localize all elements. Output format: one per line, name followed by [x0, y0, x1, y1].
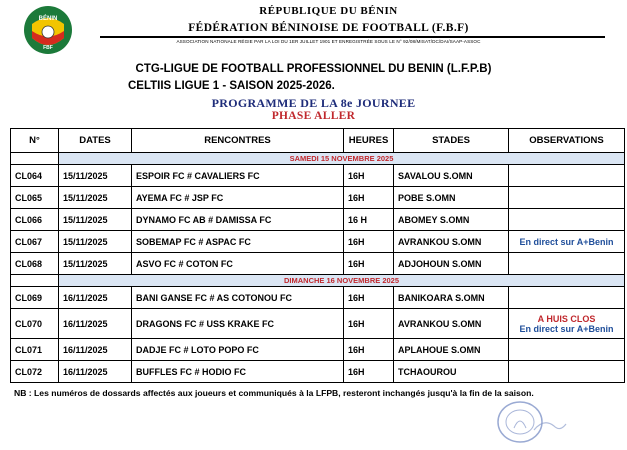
fixtures-body: [11, 153, 625, 383]
match-observation: [509, 287, 625, 309]
match-hour: 16H: [344, 187, 394, 209]
match-observation: [509, 339, 625, 361]
federation-title: FÉDÉRATION BÉNINOISE DE FOOTBALL (F.B.F): [188, 22, 469, 34]
fixtures-table: [10, 128, 625, 383]
match-observation: [509, 187, 625, 209]
match-teams: DYNAMO FC AB # DAMISSA FC: [132, 209, 344, 231]
header-matches: RENCONTRES: [132, 129, 344, 153]
match-observation: [509, 253, 625, 275]
match-observation: [509, 309, 625, 339]
match-date: 15/11/2025: [59, 187, 132, 209]
match-teams: ESPOIR FC # CAVALIERS FC: [132, 165, 344, 187]
match-date: 16/11/2025: [59, 287, 132, 309]
fixture-row: [11, 309, 625, 339]
match-date: 16/11/2025: [59, 339, 132, 361]
observation-closed-doors: A HUIS CLOS: [537, 313, 596, 324]
match-date: 15/11/2025: [59, 253, 132, 275]
fixture-row: [11, 339, 625, 361]
match-stadium: TCHAOUROU: [394, 361, 509, 383]
match-number: CL071: [11, 339, 59, 361]
match-date: 15/11/2025: [59, 209, 132, 231]
match-number: CL067: [11, 231, 59, 253]
observation-broadcast: En direct sur A+Benin: [519, 323, 614, 334]
match-teams: ASVO FC # COTON FC: [132, 253, 344, 275]
match-number: CL072: [11, 361, 59, 383]
match-hour: 16H: [344, 361, 394, 383]
match-observation: [509, 165, 625, 187]
logo-text-top: BÉNIN: [38, 16, 58, 22]
match-hour: 16 H: [344, 209, 394, 231]
day-label: DIMANCHE 16 NOVEMBRE 2025: [59, 275, 625, 287]
table-header-row: [11, 129, 625, 153]
match-number: CL065: [11, 187, 59, 209]
fixture-row: [11, 287, 625, 309]
match-stadium: SAVALOU S.OMN: [394, 165, 509, 187]
phase-title: PHASE ALLER: [271, 110, 356, 122]
fixture-row: [11, 253, 625, 275]
match-stadium: APLAHOUE S.OMN: [394, 339, 509, 361]
season-title: CELTIIS LIGUE 1 - SAISON 2025-2026.: [128, 80, 335, 92]
match-date: 15/11/2025: [59, 165, 132, 187]
match-number: CL066: [11, 209, 59, 231]
day-blank-cell: [11, 275, 59, 287]
header-stadiums: STADES: [394, 129, 509, 153]
match-hour: 16H: [344, 287, 394, 309]
match-observation: [509, 231, 625, 253]
header-dates: DATES: [59, 129, 132, 153]
programme-title: PROGRAMME DE LA 8e JOURNEE: [211, 96, 416, 110]
match-date: 16/11/2025: [59, 309, 132, 339]
republic-title: RÉPUBLIQUE DU BÉNIN: [259, 5, 398, 17]
fixture-row: [11, 231, 625, 253]
fixture-row: [11, 187, 625, 209]
match-teams: AYEMA FC # JSP FC: [132, 187, 344, 209]
match-stadium: ABOMEY S.OMN: [394, 209, 509, 231]
header-no: N°: [11, 129, 59, 153]
league-title: CTG-LIGUE DE FOOTBALL PROFESSIONNEL DU BENIN (L.F.P.B): [135, 63, 492, 75]
match-hour: 16H: [344, 231, 394, 253]
day-blank-cell: [11, 153, 59, 165]
match-hour: 16H: [344, 165, 394, 187]
match-date: 15/11/2025: [59, 231, 132, 253]
letterhead: [0, 0, 627, 60]
match-number: CL068: [11, 253, 59, 275]
match-teams: DADJE FC # LOTO POPO FC: [132, 339, 344, 361]
match-teams: BUFFLES FC # HODIO FC: [132, 361, 344, 383]
match-teams: DRAGONS FC # USS KRAKE FC: [132, 309, 344, 339]
match-date: 16/11/2025: [59, 361, 132, 383]
match-number: CL070: [11, 309, 59, 339]
day-row: [11, 153, 625, 165]
day-row: [11, 275, 625, 287]
logo-text-bottom: FBF: [43, 45, 53, 51]
association-line: ASSOCIATION NATIONALE RÉGIE PAR LA LOI DU 1ER JUILLET 1901 ET ENREGISTRÉE SOUS LE N° 92/08/MISAT/DC/DAI/SAAP-ASSOC: [176, 39, 481, 44]
match-stadium: AVRANKOU S.OMN: [394, 231, 509, 253]
header-observations: OBSERVATIONS: [509, 129, 625, 153]
header-divider: [100, 36, 605, 38]
fixture-row: [11, 209, 625, 231]
federation-stamp: [490, 398, 570, 446]
observation-broadcast: En direct sur A+Benin: [519, 236, 614, 247]
match-teams: BANI GANSE FC # AS COTONOU FC: [132, 287, 344, 309]
fixture-row: [11, 361, 625, 383]
header-hours: HEURES: [344, 129, 394, 153]
match-hour: 16H: [344, 253, 394, 275]
footer-note: NB : Les numéros de dossards affectés aux joueurs et communiqués à la LFPB, resteront inchangés jusqu'à la fin de la saison.: [14, 388, 534, 398]
match-observation: [509, 209, 625, 231]
match-teams: SOBEMAP FC # ASPAC FC: [132, 231, 344, 253]
match-stadium: POBE S.OMN: [394, 187, 509, 209]
match-number: CL064: [11, 165, 59, 187]
match-observation: [509, 361, 625, 383]
match-stadium: AVRANKOU S.OMN: [394, 309, 509, 339]
match-number: CL069: [11, 287, 59, 309]
match-stadium: ADJOHOUN S.OMN: [394, 253, 509, 275]
match-hour: 16H: [344, 309, 394, 339]
fixture-row: [11, 165, 625, 187]
day-label: SAMEDI 15 NOVEMBRE 2025: [59, 153, 625, 165]
match-hour: 16H: [344, 339, 394, 361]
match-stadium: BANIKOARA S.OMN: [394, 287, 509, 309]
